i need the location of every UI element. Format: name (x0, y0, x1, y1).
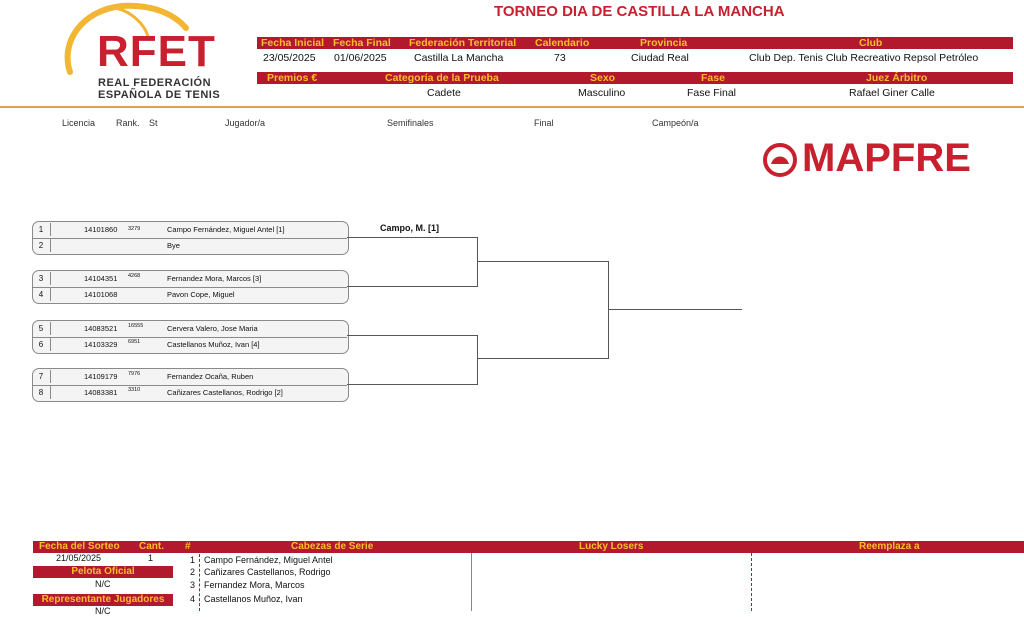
seed-name: Campo Fernández, Miguel Antel (204, 555, 333, 565)
col-licencia: Licencia (62, 118, 96, 128)
player-row (32, 337, 347, 351)
header-lucky: Lucky Losers (579, 541, 644, 552)
player-name: Cañizares Castellanos, Rodrigo [2] (167, 388, 283, 397)
value-fecha-final: 01/06/2025 (334, 52, 387, 64)
value-categoria: Cadete (427, 87, 461, 99)
col-rank: Rank. (116, 118, 140, 128)
player-license: 14109179 (84, 372, 118, 381)
lucky-divider (751, 553, 752, 611)
seed-num: 2 (190, 567, 196, 577)
info-header-bar-1 (257, 37, 1013, 49)
player-name: Campo Fernández, Miguel Antel [1] (167, 225, 285, 234)
player-num: 1 (32, 223, 51, 236)
player-rank: 16555 (128, 323, 144, 329)
ball-value: N/C (95, 579, 111, 589)
header-fecha-final: Fecha Final (333, 37, 391, 49)
player-name: Bye (167, 241, 180, 250)
player-rank: 6951 (128, 339, 141, 345)
seed-name: Cañizares Castellanos, Rodrigo (204, 567, 331, 577)
player-row (32, 385, 347, 399)
player-name: Fernandez Mora, Marcos [3] (167, 274, 262, 283)
bracket-line (477, 335, 478, 385)
player-num: 5 (32, 322, 51, 335)
player-license: 14101860 (84, 225, 118, 234)
info-values-1 (257, 52, 1013, 66)
value-provincia: Ciudad Real (631, 52, 689, 64)
bracket-line (608, 309, 742, 310)
header-premios: Premios € (267, 72, 318, 84)
player-row (32, 272, 347, 285)
player-license: 14083521 (84, 324, 118, 333)
player-rank: 3279 (128, 226, 141, 232)
seed-num: 3 (190, 580, 196, 590)
mapfre-icon (760, 142, 800, 182)
player-num: 8 (32, 386, 51, 399)
rep-value: N/C (95, 606, 111, 616)
bracket-line (347, 286, 478, 287)
player-name: Fernandez Ocaña, Ruben (167, 372, 254, 381)
ball-label: Pelota Oficial (33, 566, 173, 578)
header-calendario: Calendario (535, 37, 590, 49)
value-sexo: Masculino (578, 87, 626, 99)
tournament-title: TORNEO DIA DE CASTILLA LA MANCHA (494, 3, 785, 20)
bracket-line (608, 261, 609, 359)
rep-label: Representante Jugadores (33, 594, 173, 606)
info-values-2 (257, 87, 1013, 101)
player-row (32, 287, 347, 301)
header-provincia: Provincia (640, 37, 688, 49)
player-rank: 3310 (128, 387, 141, 393)
col-campeon: Campeón/a (652, 118, 699, 128)
header-reemplaza: Reemplaza a (859, 541, 920, 552)
col-semifinales: Semifinales (387, 118, 434, 128)
player-num: 3 (32, 272, 51, 285)
logo-line2: ESPAÑOLA DE TENIS (98, 89, 221, 101)
col-jugador: Jugador/a (225, 118, 266, 128)
header-juez: Juez Árbitro (866, 72, 928, 84)
player-row (32, 370, 347, 383)
bracket-line (347, 384, 478, 385)
player-rank: 4268 (128, 273, 141, 279)
qty-value: 1 (148, 553, 154, 563)
player-num: 2 (32, 239, 51, 252)
header-separator (0, 106, 1024, 108)
header-categoria: Categoría de la Prueba (385, 72, 499, 84)
player-license: 14103329 (84, 340, 118, 349)
player-rank: 7976 (128, 371, 141, 377)
seed-name: Castellanos Muñoz, Ivan (204, 594, 303, 604)
header-federacion: Federación Territorial (409, 37, 517, 49)
player-license: 14083381 (84, 388, 118, 397)
logo-acronym: RFET (97, 27, 216, 76)
seed-name: Fernandez Mora, Marcos (204, 580, 305, 590)
bracket-line (347, 335, 478, 336)
header-cant: Cant. (139, 541, 164, 552)
draw-date-value: 21/05/2025 (56, 553, 102, 563)
bracket-line (347, 237, 478, 238)
value-club: Club Dep. Tenis Club Recreativo Repsol Petróleo (749, 52, 979, 64)
seed-divider (199, 554, 200, 611)
logo-line1: REAL FEDERACIÓN (98, 77, 212, 89)
seed-num: 1 (190, 555, 196, 565)
bracket-line (477, 261, 609, 262)
value-juez: Rafael Giner Calle (849, 87, 935, 99)
player-row (32, 223, 347, 236)
semifinal-winner-1: Campo, M. [1] (380, 223, 440, 233)
mapfre-wordmark: MAPFRE (802, 136, 971, 180)
value-federacion: Castilla La Mancha (414, 52, 504, 64)
header-sexo: Sexo (590, 72, 616, 84)
info-header-bar-2 (257, 72, 1013, 84)
player-license: 14101068 (84, 290, 118, 299)
player-row (32, 322, 347, 335)
header-hash: # (185, 541, 191, 552)
player-num: 7 (32, 370, 51, 383)
player-name: Castellanos Muñoz, Ivan [4] (167, 340, 260, 349)
value-fecha-inicial: 23/05/2025 (263, 52, 316, 64)
player-row (32, 238, 347, 252)
header-fase: Fase (701, 72, 725, 84)
seed-num: 4 (190, 594, 196, 604)
mapfre-sponsor-logo (760, 136, 1010, 180)
header-fecha-inicial: Fecha Inicial (261, 37, 325, 49)
player-name: Cervera Valero, Jose Maria (167, 324, 258, 333)
player-name: Pavon Cope, Miguel (167, 290, 235, 299)
bracket-line (477, 237, 478, 287)
value-calendario: 73 (554, 52, 566, 64)
col-st: St (149, 118, 158, 128)
header-cabezas: Cabezas de Serie (291, 541, 374, 552)
column-divider (471, 553, 472, 611)
value-fase: Fase Final (687, 87, 737, 99)
col-final: Final (534, 118, 554, 128)
player-num: 4 (32, 288, 51, 301)
player-num: 6 (32, 338, 51, 351)
header-club: Club (859, 37, 883, 49)
header-fecha-sorteo: Fecha del Sorteo (39, 541, 120, 552)
bottom-header-bar (33, 541, 1024, 553)
bracket-line (477, 358, 609, 359)
player-license: 14104351 (84, 274, 118, 283)
